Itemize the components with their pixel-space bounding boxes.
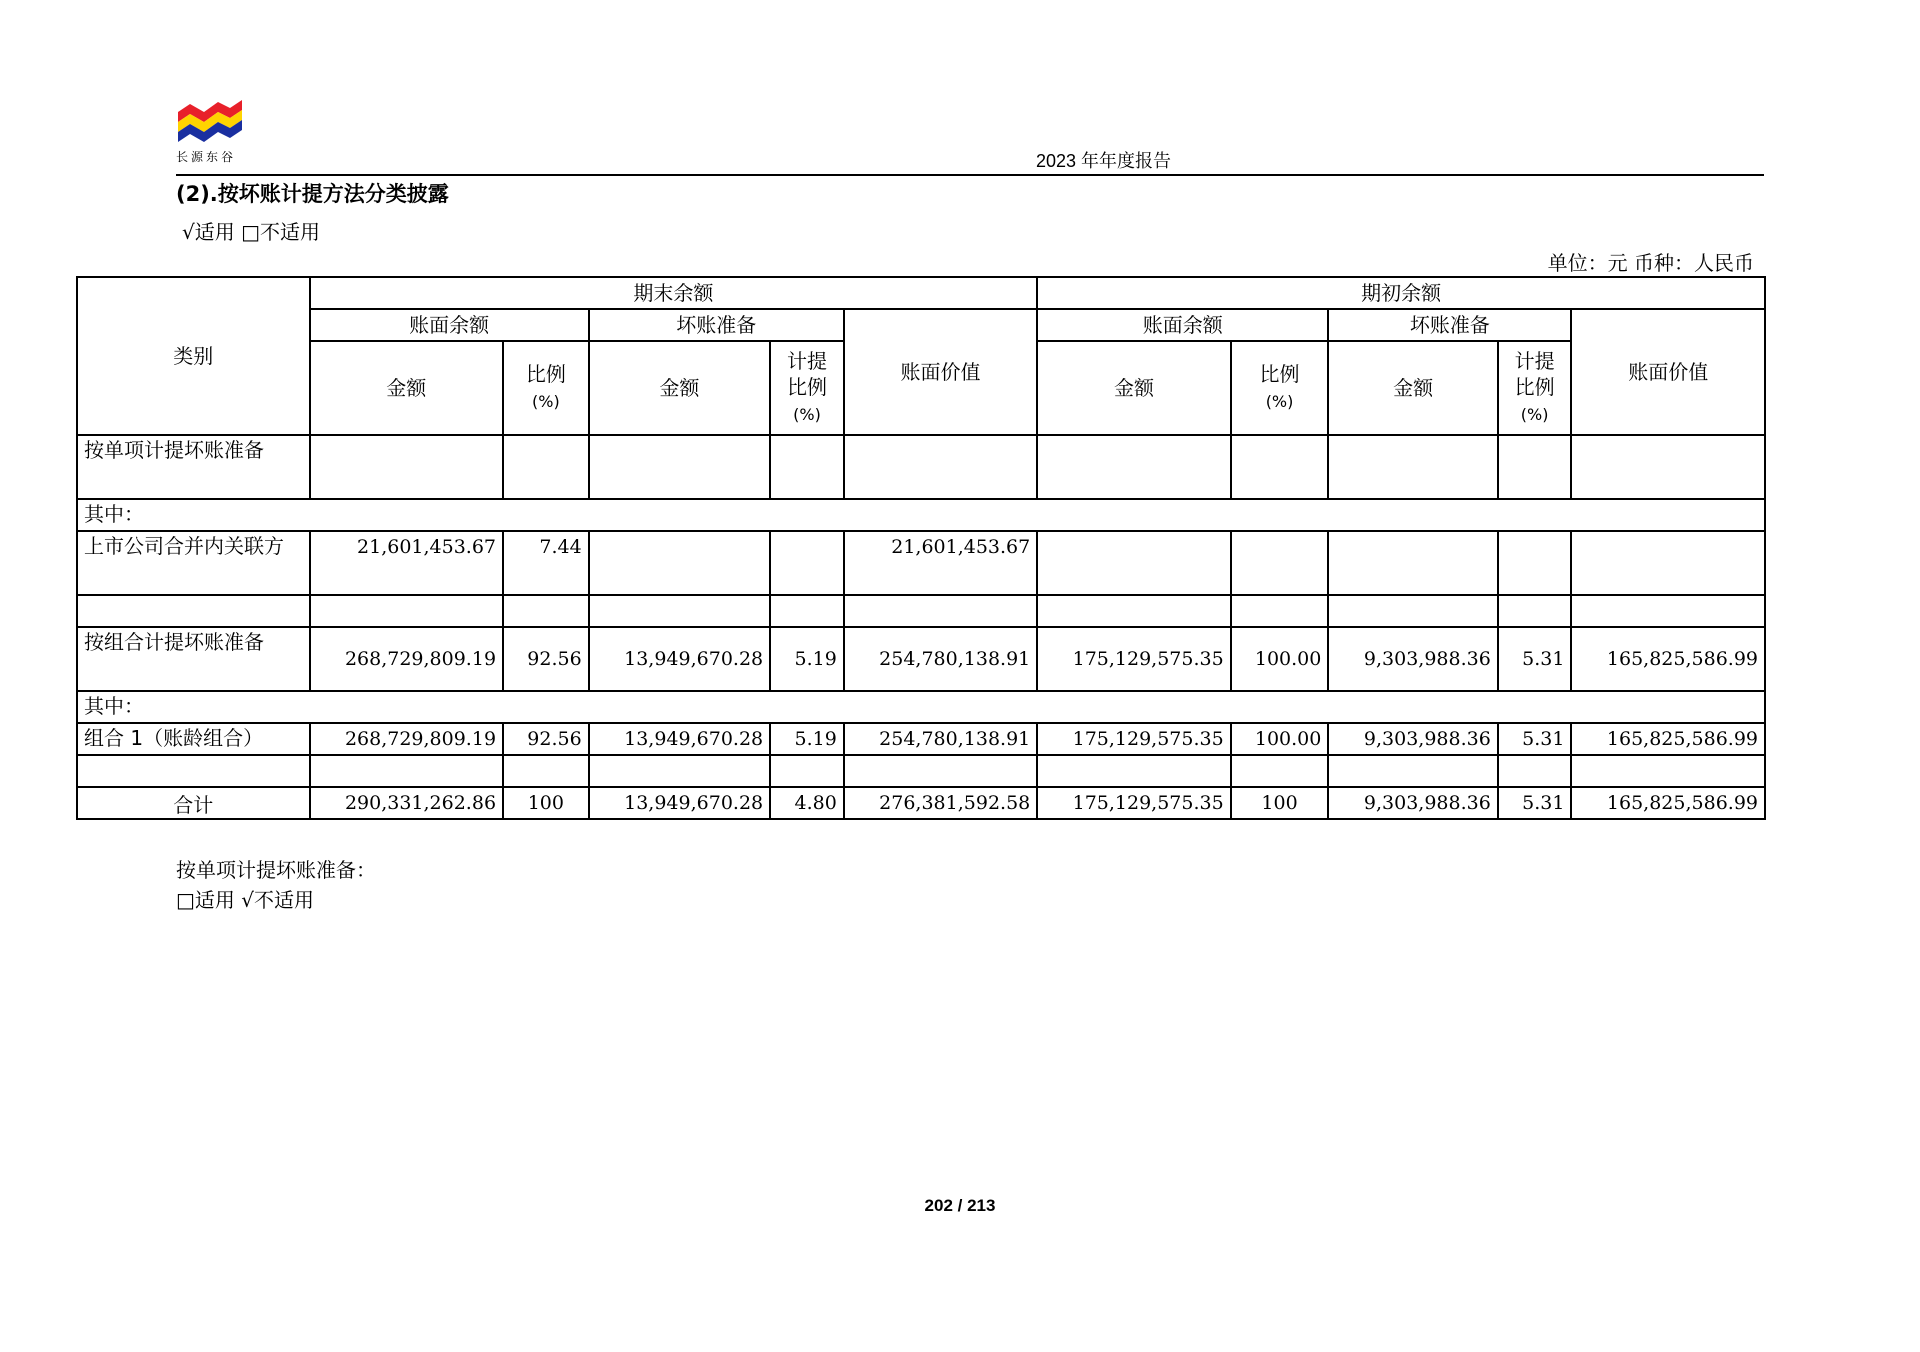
header-end-amount: 金额: [310, 341, 503, 435]
table-row: [77, 627, 1765, 691]
row-label: 按单项计提坏账准备: [77, 435, 310, 499]
header-begin-balance: 期初余额: [1037, 277, 1765, 309]
header-end-reserve: 坏账准备: [589, 309, 844, 341]
logo-icon: [176, 98, 244, 146]
header-begin-amount: 金额: [1037, 341, 1230, 435]
cell-begin-amount: [1037, 755, 1230, 787]
cell-end-amount: 268,729,809.19: [310, 627, 503, 691]
row-label: 合计: [77, 787, 310, 819]
cell-end-amount: 290,331,262.86: [310, 787, 503, 819]
row-label: 上市公司合并内关联方: [77, 531, 310, 595]
cell-begin-amount: [1037, 435, 1230, 499]
applicable-status: √适用 □不适用: [182, 220, 320, 244]
header-begin-reserve-amount: 金额: [1328, 341, 1497, 435]
cell-end-book-value: 21,601,453.67: [844, 531, 1037, 595]
unit-currency-note: 单位：元 币种：人民币: [1547, 251, 1754, 275]
row-label: 其中：: [77, 691, 1765, 723]
header-divider: [176, 174, 1764, 176]
header-category: 类别: [77, 277, 310, 435]
cell-end-book-value: [844, 755, 1037, 787]
cell-end-prov-ratio: 5.19: [770, 627, 844, 691]
row-label: [77, 755, 310, 787]
table-row: [77, 499, 1765, 531]
single-item-applicable-status: □适用 √不适用: [176, 888, 314, 912]
cell-begin-reserve: [1328, 755, 1497, 787]
cell-end-reserve: 13,949,670.28: [589, 787, 770, 819]
cell-begin-ratio: [1231, 755, 1329, 787]
cell-begin-prov-ratio: [1498, 595, 1572, 627]
cell-end-amount: [310, 435, 503, 499]
cell-end-reserve: 13,949,670.28: [589, 627, 770, 691]
cell-begin-amount: 175,129,575.35: [1037, 723, 1230, 755]
header-end-balance: 期末余额: [310, 277, 1038, 309]
cell-end-ratio: 92.56: [503, 723, 589, 755]
cell-end-prov-ratio: 4.80: [770, 787, 844, 819]
cell-begin-amount: 175,129,575.35: [1037, 787, 1230, 819]
cell-end-reserve: [589, 595, 770, 627]
header-end-book-value: 账面价值: [844, 309, 1037, 435]
cell-end-prov-ratio: 5.19: [770, 723, 844, 755]
table-row: [77, 691, 1765, 723]
cell-end-book-value: [844, 435, 1037, 499]
cell-end-amount: [310, 595, 503, 627]
cell-end-ratio: 92.56: [503, 627, 589, 691]
cell-end-reserve: [589, 531, 770, 595]
cell-begin-prov-ratio: 5.31: [1498, 787, 1572, 819]
cell-begin-reserve: [1328, 531, 1497, 595]
single-item-note-title: 按单项计提坏账准备：: [176, 858, 376, 882]
cell-begin-reserve: [1328, 595, 1497, 627]
header-begin-ratio: 比例 (%): [1231, 341, 1329, 435]
header-begin-book-value: 账面价值: [1571, 309, 1765, 435]
cell-end-amount: 268,729,809.19: [310, 723, 503, 755]
cell-begin-ratio: [1231, 595, 1329, 627]
cell-end-reserve: 13,949,670.28: [589, 723, 770, 755]
cell-begin-book-value: [1571, 531, 1765, 595]
cell-begin-book-value: [1571, 755, 1765, 787]
cell-begin-prov-ratio: 5.31: [1498, 627, 1572, 691]
cell-begin-prov-ratio: 5.31: [1498, 723, 1572, 755]
cell-begin-prov-ratio: [1498, 531, 1572, 595]
table-row-total: [77, 787, 1765, 819]
cell-begin-book-value: 165,825,586.99: [1571, 627, 1765, 691]
bad-debt-classification-table: [76, 276, 1766, 820]
row-label: 按组合计提坏账准备: [77, 627, 310, 691]
cell-begin-amount: [1037, 595, 1230, 627]
cell-begin-ratio: 100: [1231, 787, 1329, 819]
table-row: [77, 723, 1765, 755]
cell-end-amount: [310, 755, 503, 787]
cell-begin-amount: 175,129,575.35: [1037, 627, 1230, 691]
cell-begin-amount: [1037, 531, 1230, 595]
cell-begin-prov-ratio: [1498, 435, 1572, 499]
header-end-ratio: 比例 (%): [503, 341, 589, 435]
cell-begin-prov-ratio: [1498, 755, 1572, 787]
cell-end-prov-ratio: [770, 755, 844, 787]
header-end-reserve-amount: 金额: [589, 341, 770, 435]
cell-end-book-value: 254,780,138.91: [844, 723, 1037, 755]
cell-end-ratio: [503, 595, 589, 627]
report-title: 2023 年年度报告: [1036, 151, 1172, 171]
logo-text: 长源东谷: [176, 150, 237, 164]
header-begin-reserve: 坏账准备: [1328, 309, 1571, 341]
cell-begin-book-value: [1571, 435, 1765, 499]
cell-begin-reserve: 9,303,988.36: [1328, 723, 1497, 755]
cell-end-book-value: [844, 595, 1037, 627]
cell-begin-ratio: [1231, 531, 1329, 595]
cell-end-prov-ratio: [770, 595, 844, 627]
cell-end-prov-ratio: [770, 435, 844, 499]
cell-end-ratio: 7.44: [503, 531, 589, 595]
cell-end-book-value: 254,780,138.91: [844, 627, 1037, 691]
page-number: 202 / 213: [924, 1196, 996, 1215]
cell-end-amount: 21,601,453.67: [310, 531, 503, 595]
row-label: 组合 1（账龄组合）: [77, 723, 310, 755]
cell-end-prov-ratio: [770, 531, 844, 595]
row-label: [77, 595, 310, 627]
table-row: [77, 755, 1765, 787]
header-end-provision-ratio: 计提 比例 (%): [770, 341, 844, 435]
cell-begin-ratio: [1231, 435, 1329, 499]
cell-end-book-value: 276,381,592.58: [844, 787, 1037, 819]
cell-end-ratio: [503, 755, 589, 787]
cell-end-reserve: [589, 435, 770, 499]
cell-end-reserve: [589, 755, 770, 787]
cell-end-ratio: [503, 435, 589, 499]
cell-begin-ratio: 100.00: [1231, 723, 1329, 755]
header-begin-provision-ratio: 计提 比例 (%): [1498, 341, 1572, 435]
header-end-book-balance: 账面余额: [310, 309, 589, 341]
cell-begin-ratio: 100.00: [1231, 627, 1329, 691]
company-logo: [176, 98, 246, 165]
row-label: 其中：: [77, 499, 1765, 531]
cell-end-ratio: 100: [503, 787, 589, 819]
cell-begin-reserve: 9,303,988.36: [1328, 627, 1497, 691]
header-begin-book-balance: 账面余额: [1037, 309, 1328, 341]
table-row: [77, 595, 1765, 627]
table-row: [77, 531, 1765, 595]
cell-begin-book-value: 165,825,586.99: [1571, 723, 1765, 755]
cell-begin-book-value: 165,825,586.99: [1571, 787, 1765, 819]
section-title: (2).按坏账计提方法分类披露: [176, 182, 449, 206]
table-row: [77, 435, 1765, 499]
cell-begin-reserve: 9,303,988.36: [1328, 787, 1497, 819]
cell-begin-book-value: [1571, 595, 1765, 627]
cell-begin-reserve: [1328, 435, 1497, 499]
